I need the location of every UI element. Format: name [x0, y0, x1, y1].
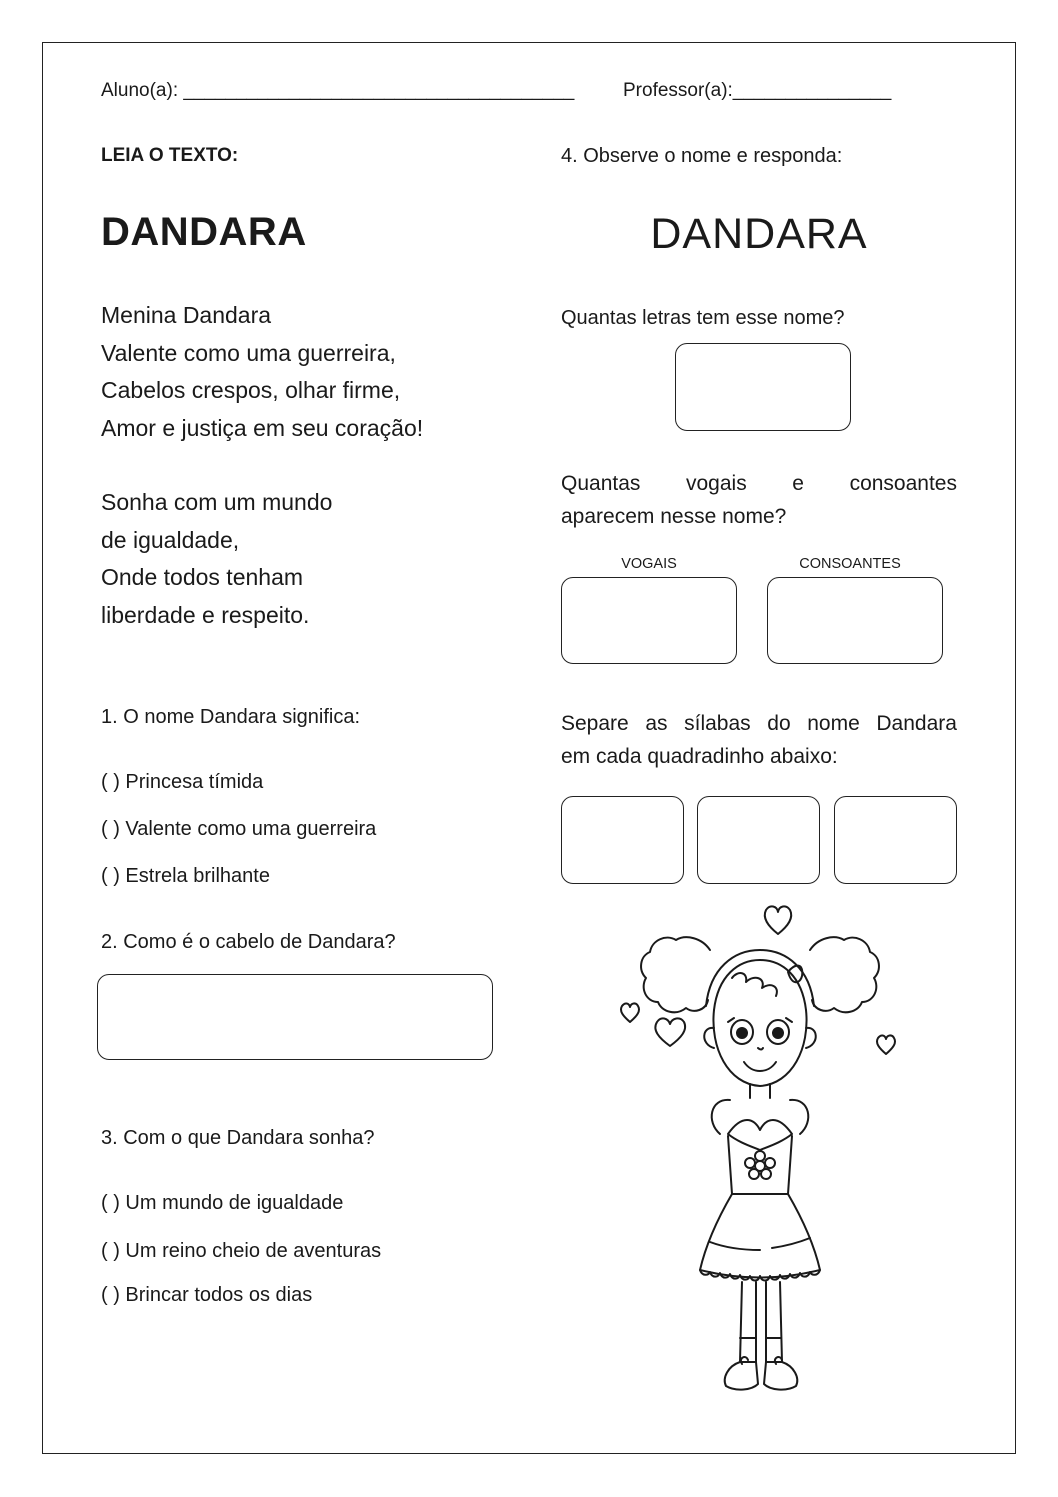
skirt — [700, 1194, 820, 1278]
word: e — [792, 472, 804, 495]
question-line — [561, 467, 957, 500]
hair-puff-left — [641, 937, 710, 1012]
question-line: em cada quadradinho abaixo: — [561, 745, 838, 768]
word: consoantes — [849, 472, 957, 495]
consonants-box[interactable] — [767, 577, 943, 664]
poem-stanza-1 — [101, 297, 423, 447]
word: Separe — [561, 712, 629, 735]
word: Quantas — [561, 472, 641, 495]
poem-stanza-2 — [101, 484, 332, 634]
word: nome — [807, 712, 860, 735]
poem-line: liberdade e respeito. — [101, 601, 310, 628]
poem-line: Valente como uma guerreira, — [101, 339, 396, 366]
question-3: 3. Com o que Dandara sonha? — [101, 1127, 375, 1149]
q1-option-1[interactable]: ( ) Princesa tímida — [101, 771, 264, 793]
vowels-label: VOGAIS — [621, 556, 677, 572]
hair-puff-right — [810, 937, 879, 1012]
poem-title: DANDARA — [101, 210, 307, 254]
letters-count-box[interactable] — [675, 343, 851, 431]
letters-question: Quantas letras tem esse nome? — [561, 307, 845, 329]
hair-answer-box[interactable] — [97, 974, 493, 1060]
name-display: DANDARA — [650, 210, 868, 258]
vowels-box[interactable] — [561, 577, 737, 664]
shoe-left — [725, 1362, 758, 1390]
poem-line: de igualdade, — [101, 526, 240, 553]
read-instruction: LEIA O TEXTO: — [101, 145, 239, 166]
poem-line: Menina Dandara — [101, 302, 272, 328]
syllable-box-3[interactable] — [834, 796, 957, 884]
student-name-field[interactable]: Aluno(a): _____________________________________ — [101, 80, 575, 101]
q1-option-2[interactable]: ( ) Valente como uma guerreira — [101, 818, 377, 840]
syllable-box-2[interactable] — [697, 796, 820, 884]
question-1: 1. O nome Dandara significa: — [101, 706, 361, 728]
question-2: 2. Como é o cabelo de Dandara? — [101, 931, 396, 953]
heart-icon — [621, 1003, 639, 1022]
q3-option-1[interactable]: ( ) Um mundo de igualdade — [101, 1192, 344, 1214]
girl-illustration — [610, 898, 910, 1408]
syllable-box-1[interactable] — [561, 796, 684, 884]
syllables-question — [561, 707, 957, 773]
word: Dandara — [876, 712, 957, 735]
word: sílabas — [684, 712, 751, 735]
q3-option-2[interactable]: ( ) Um reino cheio de aventuras — [101, 1240, 382, 1262]
vowels-consonants-question — [561, 467, 957, 533]
poem-line: Cabelos crespos, olhar firme, — [101, 377, 401, 403]
question-line: aparecem nesse nome? — [561, 505, 787, 528]
poem-line: Onde todos tenham — [101, 564, 304, 590]
poem-line: Amor e justiça em seu coração! — [101, 414, 424, 441]
word: vogais — [685, 472, 747, 495]
heart-icon — [877, 1035, 895, 1054]
heart-icon — [765, 906, 792, 934]
q3-option-3[interactable]: ( ) Brincar todos os dias — [101, 1284, 313, 1306]
poem-line: Sonha com um mundo — [101, 489, 333, 515]
teacher-name-field[interactable]: Professor(a):_______________ — [623, 80, 892, 101]
question-4: 4. Observe o nome e responda: — [561, 145, 843, 167]
word: as — [645, 712, 668, 735]
heart-icon — [655, 1018, 685, 1046]
word: do — [767, 712, 791, 735]
question-line — [561, 707, 957, 740]
consonants-label: CONSOANTES — [799, 556, 901, 572]
q1-option-3[interactable]: ( ) Estrela brilhante — [101, 865, 270, 887]
shoe-right — [764, 1362, 797, 1390]
